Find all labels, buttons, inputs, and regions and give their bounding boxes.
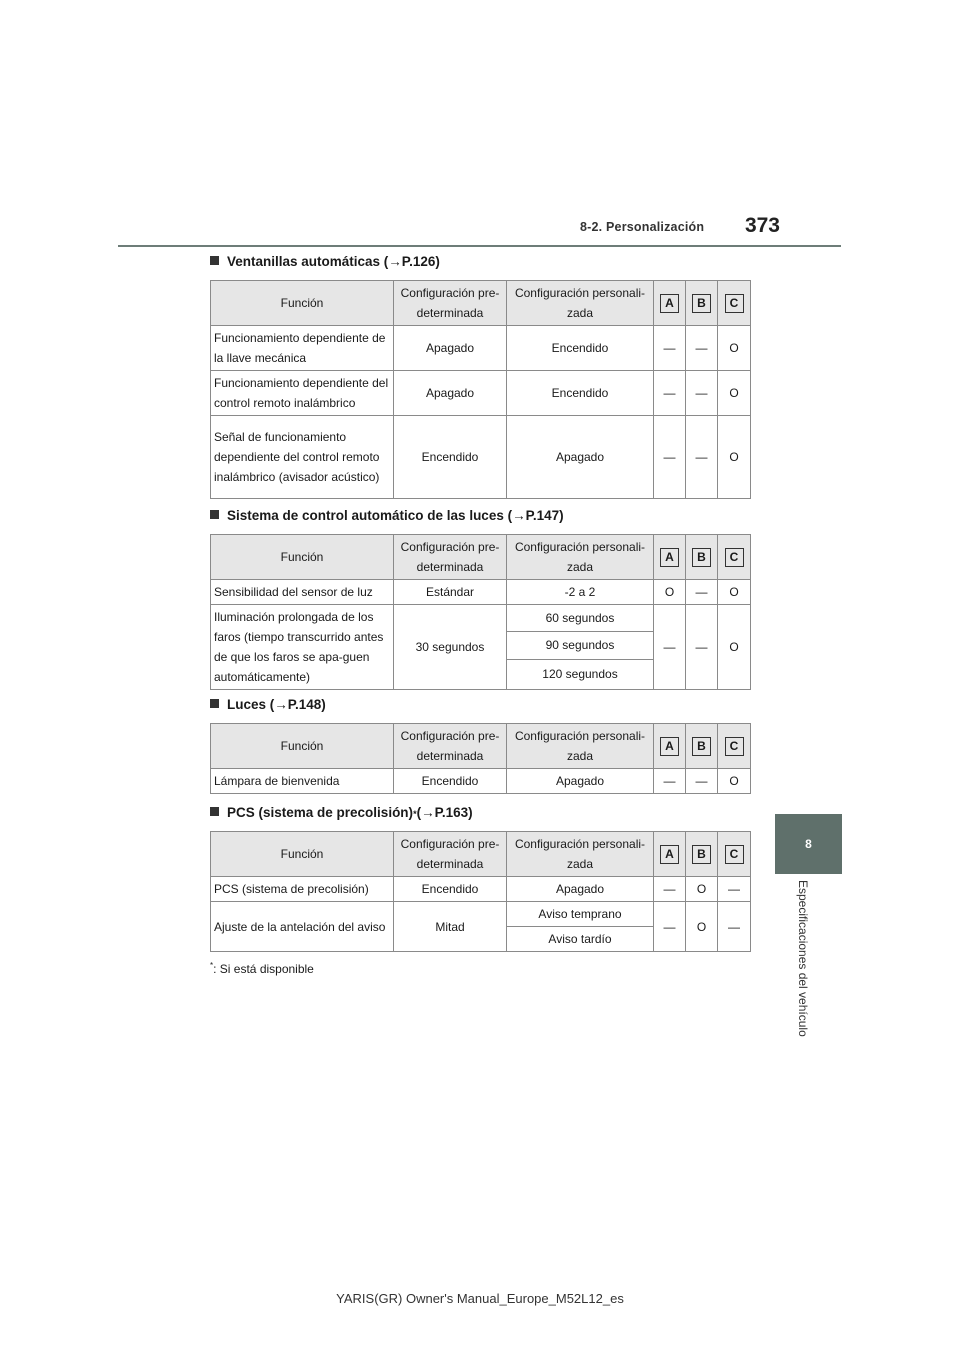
box-c: C: [725, 845, 744, 864]
header-c: [718, 535, 751, 580]
cell-b: —: [686, 326, 718, 371]
header-b: [686, 535, 718, 580]
box-a: A: [660, 845, 679, 864]
square-bullet-icon: [210, 807, 219, 816]
table-row: [211, 416, 751, 499]
cell-default: Mitad: [394, 902, 507, 952]
table-header-row: [211, 832, 751, 877]
footnote-text: : Si está disponible: [213, 962, 314, 976]
footnote-mark: *: [413, 809, 417, 819]
header-custom: Configuración personali-zada: [507, 832, 654, 877]
page-number: 373: [744, 214, 780, 237]
cell-default: Estándar: [394, 580, 507, 605]
cell-c: O: [718, 580, 751, 605]
section-label: 8-2. Personalización: [580, 220, 705, 234]
header-default: Configuración pre-determinada: [394, 724, 507, 769]
header-custom: Configuración personali-zada: [507, 535, 654, 580]
header-custom: Configuración personali-zada: [507, 281, 654, 326]
header-rule: [118, 245, 841, 247]
cell-b: —: [686, 769, 718, 794]
cell-default: 30 segundos: [394, 605, 507, 690]
table-header-row: [211, 535, 751, 580]
header-c: [718, 281, 751, 326]
cell-c: —: [718, 877, 751, 902]
table-ventanillas: [210, 280, 751, 499]
box-b: B: [692, 737, 711, 756]
cell-a: —: [654, 877, 686, 902]
cell-default: Encendido: [394, 416, 507, 499]
table-row: [211, 902, 751, 927]
box-a: A: [660, 294, 679, 313]
box-b: B: [692, 845, 711, 864]
cell-default: Encendido: [394, 877, 507, 902]
table-row: [211, 580, 751, 605]
page-header: [580, 214, 780, 244]
chapter-tab: 8: [775, 814, 842, 874]
cell-c: O: [718, 326, 751, 371]
cell-funcion: Sensibilidad del sensor de luz: [211, 580, 394, 605]
box-a: A: [660, 548, 679, 567]
cell-default: Apagado: [394, 326, 507, 371]
cell-a: —: [654, 416, 686, 499]
box-b: B: [692, 548, 711, 567]
header-default: Configuración pre-determinada: [394, 535, 507, 580]
cell-a: —: [654, 605, 686, 690]
cell-funcion: Funcionamiento dependiente del control remoto inalámbrico: [211, 371, 394, 416]
header-custom: Configuración personali-zada: [507, 724, 654, 769]
header-c: [718, 832, 751, 877]
header-c: [718, 724, 751, 769]
cell-funcion: Funcionamiento dependiente de la llave mecánica: [211, 326, 394, 371]
cell-custom: Apagado: [507, 877, 654, 902]
cell-custom-option: 60 segundos: [507, 605, 654, 632]
page-footer: YARIS(GR) Owner's Manual_Europe_M52L12_es: [336, 1291, 624, 1306]
cell-a: —: [654, 902, 686, 952]
header-default: Configuración pre-determinada: [394, 832, 507, 877]
section-title-pcs: PCS (sistema de precolisión) * (→P.163): [210, 805, 473, 820]
cell-b: —: [686, 416, 718, 499]
header-funcion: Función: [211, 724, 394, 769]
cell-custom-option: Aviso tardío: [507, 927, 654, 952]
cell-a: —: [654, 326, 686, 371]
section-title-ventanillas: Ventanillas automáticas (→P.126): [210, 254, 440, 269]
cell-b: —: [686, 605, 718, 690]
cell-b: —: [686, 580, 718, 605]
header-funcion: Función: [211, 535, 394, 580]
cell-c: O: [718, 769, 751, 794]
cell-b: O: [686, 902, 718, 952]
box-c: C: [725, 548, 744, 567]
cell-custom: Apagado: [507, 416, 654, 499]
cell-default: Encendido: [394, 769, 507, 794]
chapter-title: Especificaciones del vehículo: [796, 880, 810, 1037]
box-a: A: [660, 737, 679, 756]
header-a: [654, 832, 686, 877]
chapter-side-label: [796, 880, 810, 1070]
cell-c: O: [718, 416, 751, 499]
table-pcs: [210, 831, 751, 952]
header-b: [686, 281, 718, 326]
cell-custom: Encendido: [507, 371, 654, 416]
cell-custom: Apagado: [507, 769, 654, 794]
header-default: Configuración pre-determinada: [394, 281, 507, 326]
section-title-luces: Luces (→P.148): [210, 697, 326, 712]
cell-b: —: [686, 371, 718, 416]
cell-custom-option: 120 segundos: [507, 659, 654, 689]
cell-c: O: [718, 605, 751, 690]
header-funcion: Función: [211, 281, 394, 326]
cell-custom: -2 a 2: [507, 580, 654, 605]
cell-b: O: [686, 877, 718, 902]
cell-a: —: [654, 371, 686, 416]
square-bullet-icon: [210, 256, 219, 265]
header-funcion: Función: [211, 832, 394, 877]
cell-funcion: Iluminación prolongada de los faros (tiempo transcurrido antes de que los faros se apa-guen automáticamente): [211, 605, 394, 690]
table-luces: [210, 723, 751, 794]
header-b: [686, 724, 718, 769]
footnote: [210, 961, 314, 976]
table-row: [211, 371, 751, 416]
table-header-row: [211, 724, 751, 769]
cell-funcion: PCS (sistema de precolisión): [211, 877, 394, 902]
square-bullet-icon: [210, 510, 219, 519]
header-a: [654, 281, 686, 326]
table-header-row: [211, 281, 751, 326]
cell-funcion: Señal de funcionamiento dependiente del control remoto inalámbrico (avisador acústico): [211, 416, 394, 499]
cell-custom-option: 90 segundos: [507, 632, 654, 659]
section-title-luces-auto: Sistema de control automático de las luces (→P.147): [210, 508, 564, 523]
header-a: [654, 724, 686, 769]
cell-custom-option: Aviso temprano: [507, 902, 654, 927]
footnote-mark: *: [210, 961, 214, 970]
table-row: [211, 769, 751, 794]
square-bullet-icon: [210, 699, 219, 708]
cell-c: —: [718, 902, 751, 952]
cell-funcion: Ajuste de la antelación del aviso: [211, 902, 394, 952]
header-b: [686, 832, 718, 877]
cell-default: Apagado: [394, 371, 507, 416]
cell-a: O: [654, 580, 686, 605]
box-c: C: [725, 737, 744, 756]
cell-c: O: [718, 371, 751, 416]
cell-a: —: [654, 769, 686, 794]
table-luces-auto: [210, 534, 751, 690]
box-b: B: [692, 294, 711, 313]
cell-funcion: Lámpara de bienvenida: [211, 769, 394, 794]
table-row: [211, 877, 751, 902]
table-row: [211, 605, 751, 632]
table-row: [211, 326, 751, 371]
cell-custom: Encendido: [507, 326, 654, 371]
header-a: [654, 535, 686, 580]
box-c: C: [725, 294, 744, 313]
